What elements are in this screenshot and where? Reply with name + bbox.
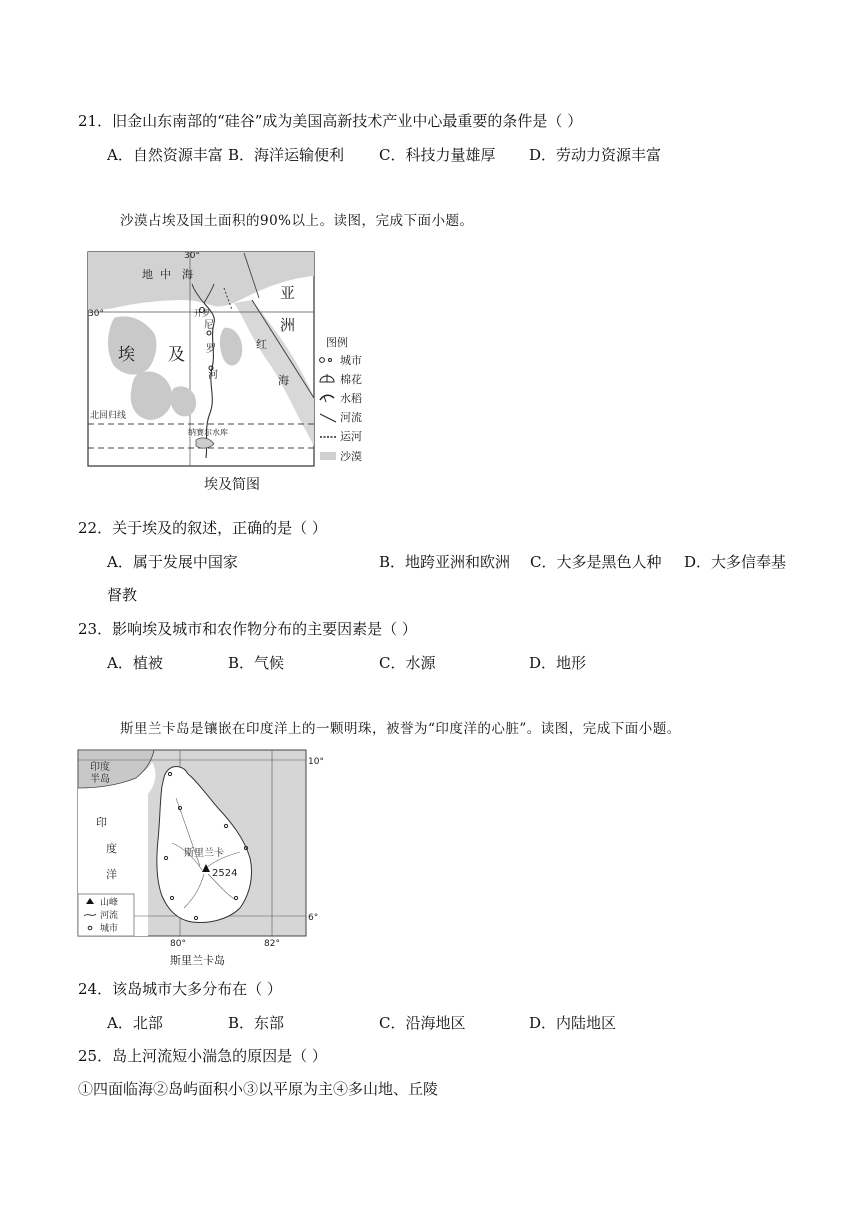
legend-rice-icon (320, 395, 334, 402)
q24-stem: 24．该岛城市大多分布在（ ） (78, 980, 282, 998)
legend-desert-icon (320, 452, 336, 460)
nile-label-1: 尼 (204, 320, 214, 331)
q23-stem: 23．影响埃及城市和农作物分布的主要因素是（ ） (78, 620, 417, 638)
asia-label-1: 亚 (280, 284, 296, 302)
q21-stem: 21．旧金山东南部的“硅谷”成为美国高新技术产业中心最重要的条件是（ ） (78, 112, 583, 130)
red-sea-label-1: 红 (256, 338, 267, 351)
legend-river: 河流 (100, 911, 119, 921)
legend-title: 图例 (326, 336, 348, 349)
q21-option-d: D．劳动力资源丰富 (529, 146, 662, 164)
legend-cotton-icon (320, 374, 334, 382)
lon-82-label: 82° (264, 939, 280, 949)
legend-river: 河流 (340, 411, 362, 424)
srilanka-map (76, 748, 336, 973)
lake-label: 纳赛尔水库 (188, 428, 228, 437)
lat-6-label: 6° (308, 913, 319, 923)
egypt-lat-left: 30° (88, 309, 104, 319)
q23-option-a: A．植被 (107, 654, 163, 672)
q21-option-a: A．自然资源丰富 (107, 146, 223, 164)
ocean-label-2: 度 (106, 842, 117, 855)
egypt-intro: 沙漠占埃及国土面积的90%以上。读图，完成下面小题。 (120, 213, 474, 229)
q25-statements: ①四面临海②岛屿面积小③以平原为主④多山地、丘陵 (78, 1080, 439, 1098)
q22-option-d-wrap: 督教 (107, 586, 138, 604)
sea-label-3: 海 (182, 268, 193, 281)
legend-city: 城市 (100, 924, 119, 934)
nile-label-3: 河 (208, 370, 218, 381)
q23-option-b: B．气候 (228, 654, 285, 672)
q24-option-a: A．北部 (107, 1014, 163, 1032)
q24-option-d: D．内陆地区 (529, 1014, 617, 1032)
q21-option-b: B．海洋运输便利 (228, 146, 345, 164)
asia-label-2: 洲 (280, 316, 296, 334)
lon-80-label: 80° (170, 939, 186, 949)
q22-option-c: C．大多是黑色人种 (530, 553, 662, 571)
egypt-lat-top: 30° (184, 251, 200, 261)
sea-label-2: 中 (160, 268, 171, 281)
island-label: 斯里兰卡 (184, 848, 224, 859)
legend-desert: 沙漠 (340, 450, 362, 463)
cairo-label: 开罗 (194, 309, 210, 318)
legend-canal: 运河 (340, 430, 362, 443)
srilanka-map-caption: 斯里兰卡岛 (170, 954, 225, 967)
srilanka-intro: 斯里兰卡岛是镶嵌在印度洋上的一颗明珠，被誉为“印度洋的心脏”。读图，完成下面小题。 (120, 721, 681, 737)
egypt-label-1: 埃 (118, 345, 135, 365)
q23-option-d: D．地形 (529, 654, 587, 672)
lat-10-label: 10° (308, 757, 324, 767)
legend-cotton: 棉花 (340, 373, 362, 386)
legend-city-icon (320, 358, 332, 363)
q21-option-c: C．科技力量雄厚 (379, 146, 496, 164)
ocean-label-3: 洋 (106, 868, 117, 881)
q22-option-b: B．地跨亚洲和欧洲 (379, 553, 511, 571)
q22-option-a: A．属于发展中国家 (107, 553, 238, 571)
legend-rice: 水稻 (340, 392, 362, 405)
peninsula-label-2: 半岛 (90, 774, 110, 785)
q23-option-c: C．水源 (379, 654, 436, 672)
nile-label-2: 罗 (206, 344, 216, 355)
q22-stem: 22．关于埃及的叙述，正确的是（ ） (78, 519, 327, 537)
ocean-label-1: 印 (96, 816, 107, 829)
sea-label-1: 地 (142, 268, 153, 281)
legend-river-icon (320, 414, 336, 422)
peninsula-label-1: 印度 (90, 762, 110, 773)
q25-stem: 25．岛上河流短小湍急的原因是（ ） (78, 1047, 327, 1065)
peak-elevation: 2524 (212, 868, 238, 879)
red-sea-label-2: 海 (278, 374, 289, 387)
tropic-label: 北回归线 (90, 411, 127, 421)
q22-option-d: D．大多信奉基 (684, 553, 787, 571)
egypt-map-caption: 埃及简图 (204, 477, 260, 493)
q24-option-b: B．东部 (228, 1014, 285, 1032)
q24-option-c: C．沿海地区 (379, 1014, 466, 1032)
legend-city: 城市 (340, 354, 362, 367)
legend-peak: 山峰 (100, 898, 119, 908)
egypt-map (84, 248, 384, 498)
egypt-label-2: 及 (168, 345, 185, 365)
